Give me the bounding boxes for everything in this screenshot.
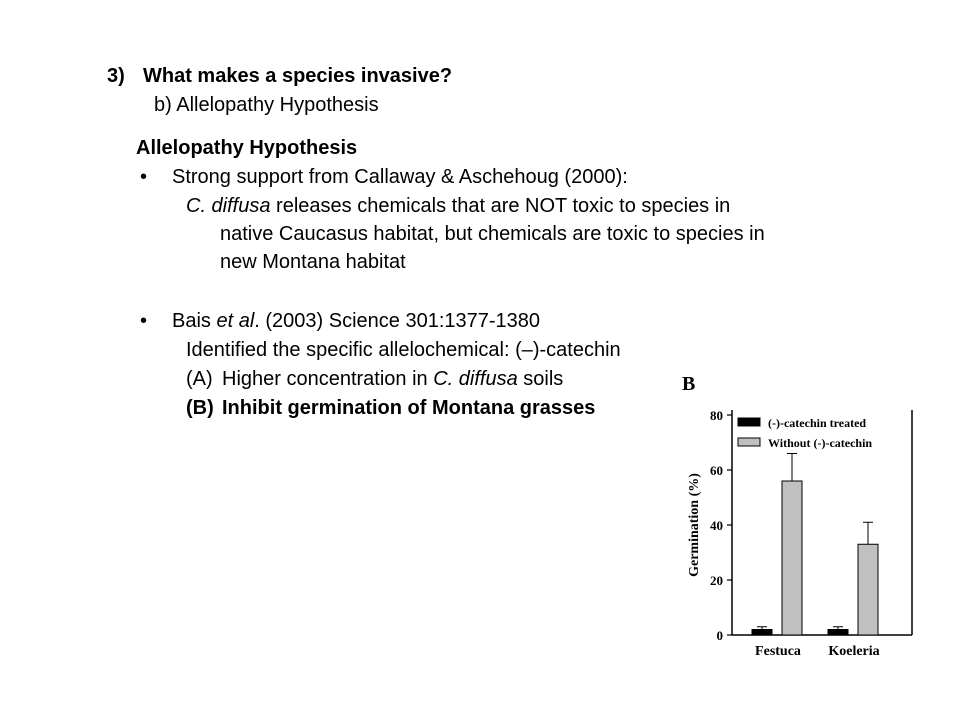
bullet2-b-text: Inhibit germination of Montana grasses <box>222 397 596 419</box>
legend-label: (-)-catechin treated <box>768 416 867 430</box>
y-tick-label: 20 <box>710 573 723 588</box>
bullet1-line2: native Caucasus habitat, but chemicals are toxic to species in <box>220 223 765 245</box>
y-axis-label: Germination (%) <box>687 473 702 577</box>
y-tick-label: 40 <box>710 518 723 533</box>
x-tick-label: Festuca <box>755 644 801 659</box>
bullet2-identified: Identified the specific allelochemical: (–)-catechin <box>186 339 621 361</box>
bullet2-a-text <box>222 367 563 391</box>
bar-festuca-1 <box>782 481 802 635</box>
y-tick-label: 0 <box>716 628 723 643</box>
bullet2-suffix: . (2003) Science 301:1377-1380 <box>254 310 541 332</box>
bullet2-prefix: Bais <box>172 310 217 332</box>
bullet2-italic: et al <box>216 310 255 332</box>
bar-koeleria-1 <box>858 544 878 635</box>
bar-festuca-0 <box>752 630 772 636</box>
x-tick-label: Koeleria <box>828 644 880 659</box>
bullet-marker-1: • <box>140 166 148 188</box>
heading-subtitle: b) Allelopathy Hypothesis <box>154 94 379 116</box>
legend-label: Without (-)-catechin <box>768 436 873 450</box>
a-text-prefix: Higher concentration in <box>222 368 434 390</box>
legend-swatch <box>738 438 760 446</box>
germination-chart <box>676 370 946 670</box>
bullet1-line3: new Montana habitat <box>220 251 406 273</box>
a-text-italic: C. diffusa <box>433 368 518 390</box>
bullet-marker-2: • <box>140 310 148 332</box>
bullet1-line1 <box>186 194 730 218</box>
bullet2-text <box>172 309 540 333</box>
section-title: Allelopathy Hypothesis <box>136 137 358 159</box>
heading-title: What makes a species invasive? <box>143 65 453 87</box>
y-tick-label: 80 <box>710 408 723 423</box>
bullet1-line1-rest: releases chemicals that are NOT toxic to species in <box>270 195 731 217</box>
heading-number: 3) <box>107 65 125 87</box>
species-name: C. diffusa <box>186 195 271 217</box>
y-tick-label: 60 <box>710 463 723 478</box>
legend-swatch <box>738 418 760 426</box>
bullet2-b-label: (B) <box>186 397 214 419</box>
bar-koeleria-0 <box>828 630 848 636</box>
bullet2-a-label: (A) <box>186 368 213 390</box>
panel-label: B <box>682 373 696 395</box>
bullet1-text: Strong support from Callaway & Aschehoug (2000): <box>172 166 628 188</box>
a-text-suffix: soils <box>517 368 564 390</box>
